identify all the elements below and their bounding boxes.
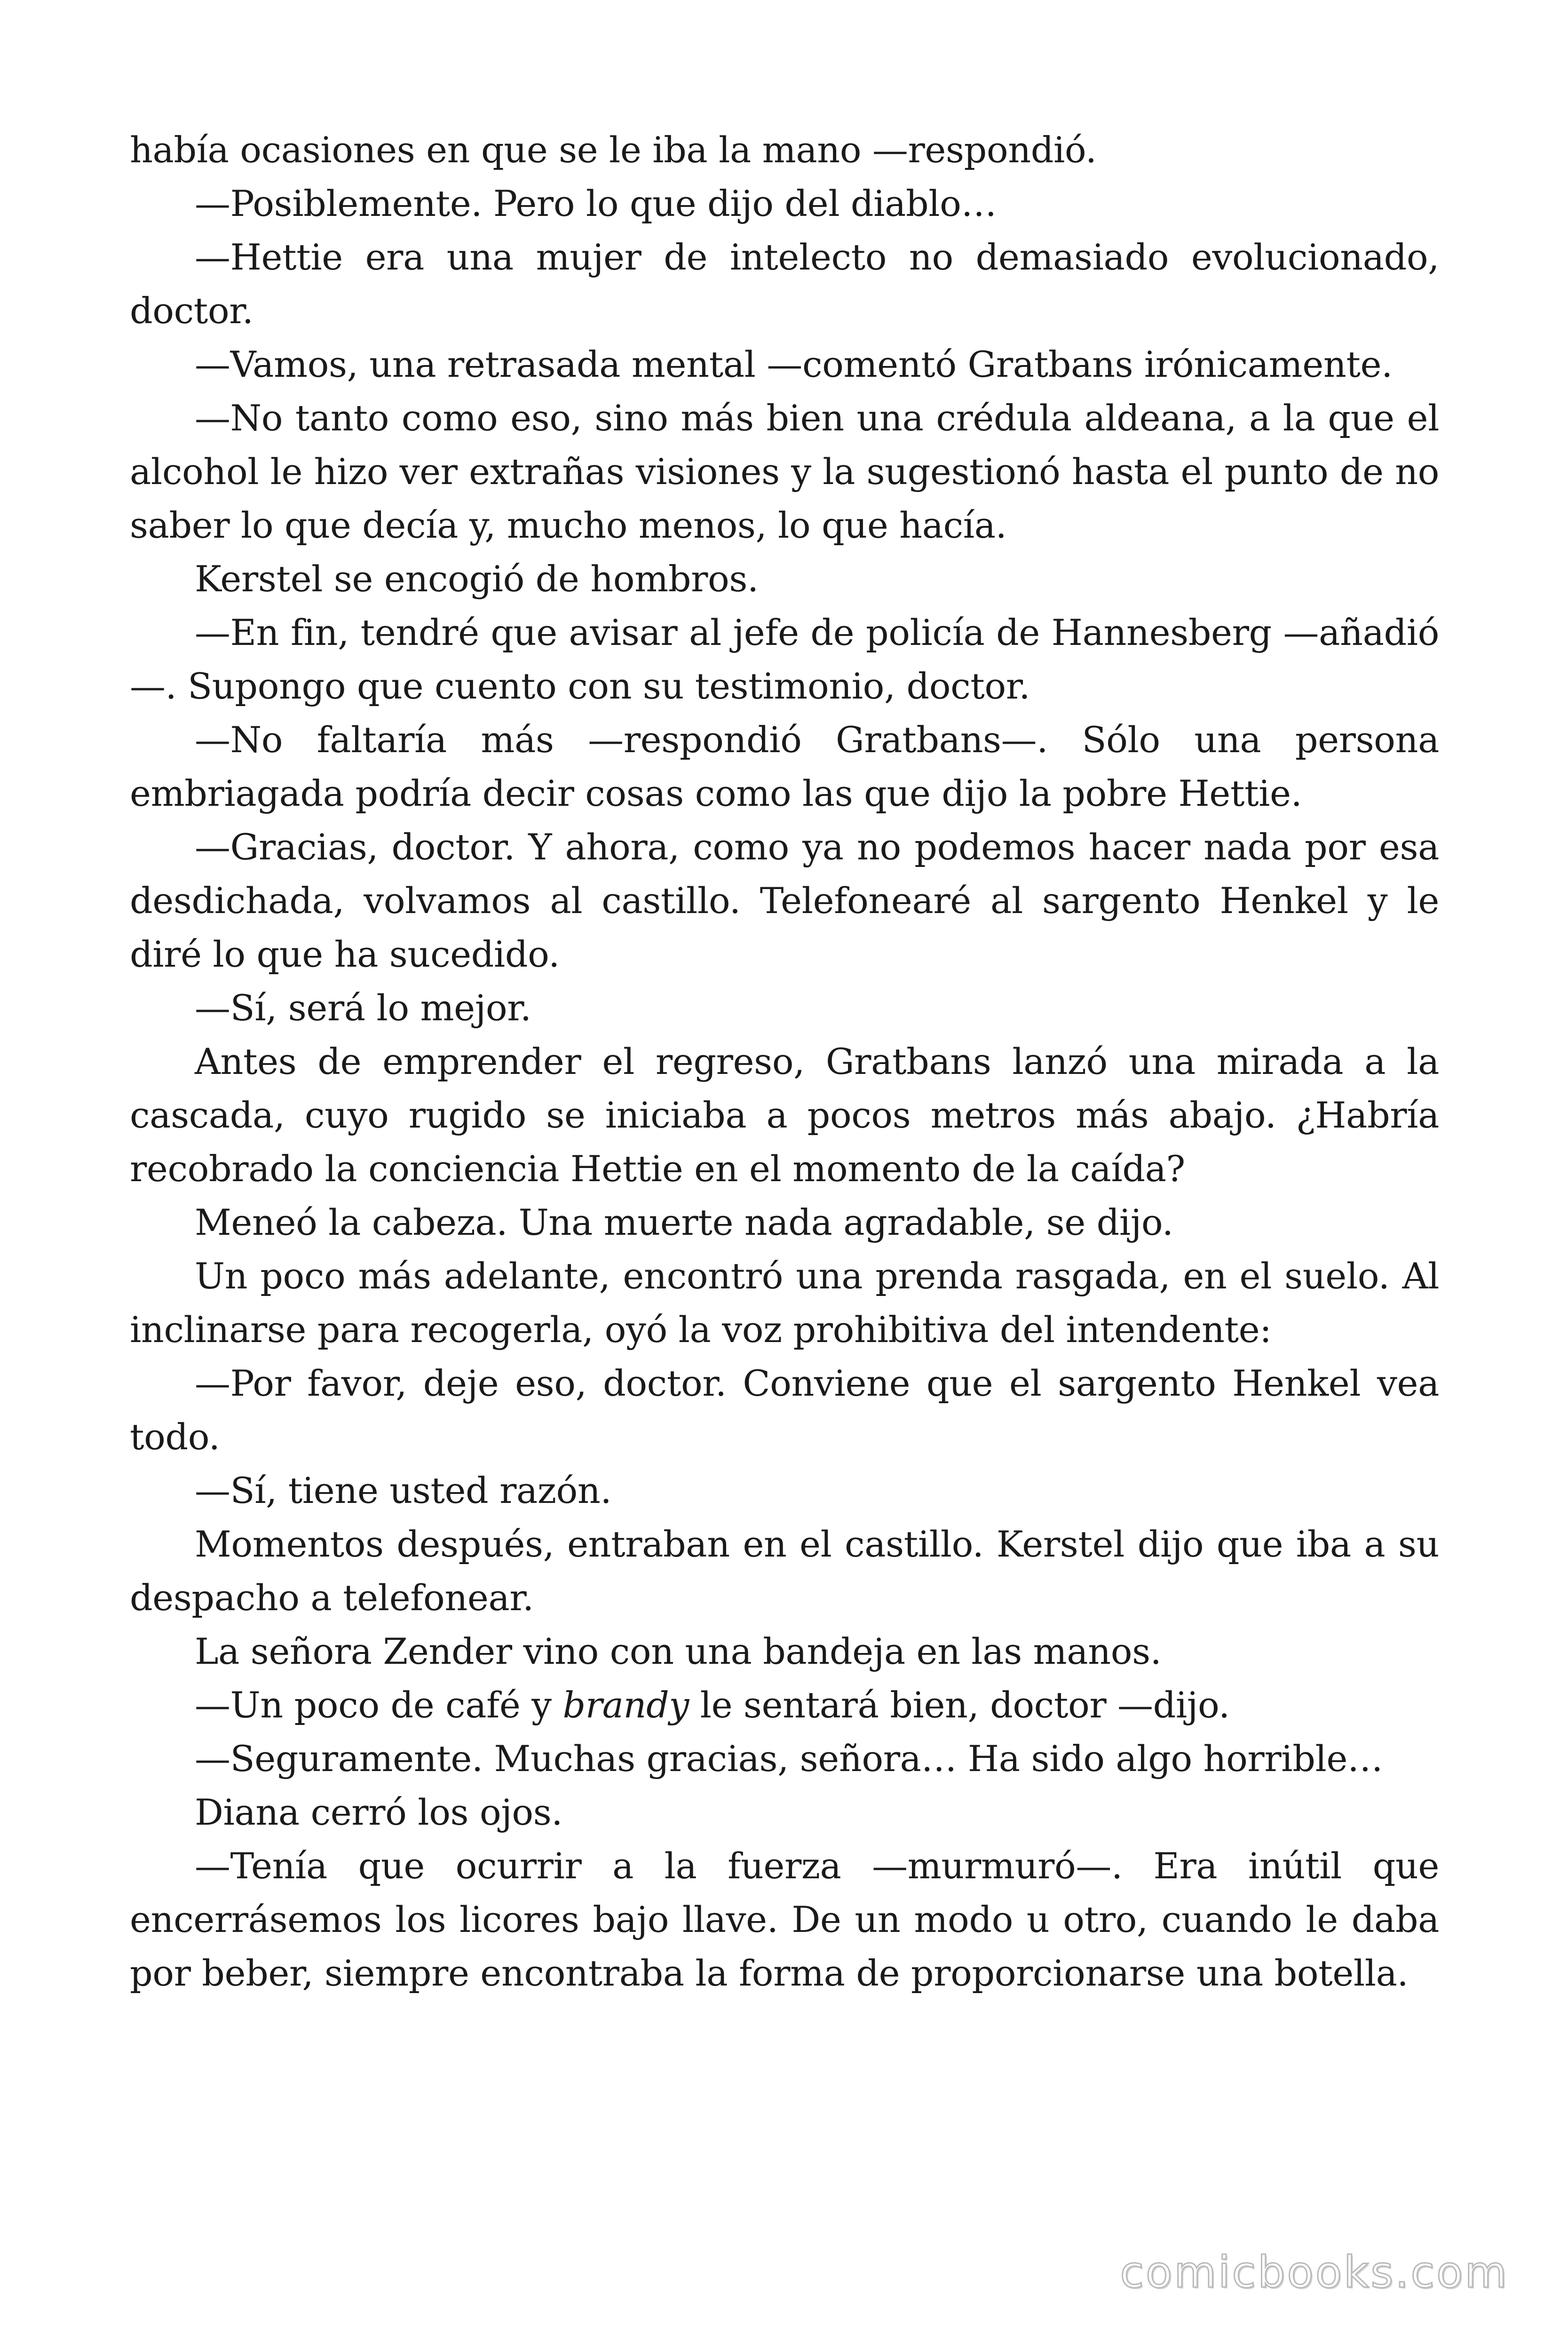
paragraph: Un poco más adelante, encontró una prenda rasgada, en el suelo. Al inclinarse para recogerla, oyó la voz prohibitiva del intendente:: [130, 1255, 1439, 1351]
paragraph: —No tanto como eso, sino más bien una crédula aldeana, a la que el alcohol le hizo ver extrañas visiones y la sugestionó hasta el punto de no saber lo que decía y, mucho menos, lo que hacía.: [130, 397, 1439, 546]
paragraph: —Sí, tiene usted razón.: [195, 1470, 612, 1511]
brandy-italic: brandy: [562, 1684, 689, 1726]
paragraph: Kerstel se encogió de hombros.: [195, 558, 759, 600]
book-page-text: [130, 123, 1439, 2000]
paragraph-brandy: [130, 1678, 1439, 1732]
brandy-text-before: —Un poco de café y: [195, 1684, 563, 1726]
paragraph: —No faltaría más —respondió Gratbans—. Sólo una persona embriagada podría decir cosas como las que dijo la pobre Hettie.: [130, 719, 1439, 814]
paragraph: —Por favor, deje eso, doctor. Conviene que el sargento Henkel vea todo.: [130, 1362, 1439, 1458]
paragraph: —Hettie era una mujer de intelecto no demasiado evolucionado, doctor.: [130, 236, 1439, 332]
paragraph: —Gracias, doctor. Y ahora, como ya no podemos hacer nada por esa desdichada, volvamos al castillo. Telefonearé al sargento Henkel y le diré lo que ha sucedido.: [130, 826, 1439, 975]
watermark: comicbooks.com: [1120, 2247, 1509, 2297]
paragraph: Momentos después, entraban en el castillo. Kerstel dijo que iba a su despacho a telefonear.: [130, 1523, 1439, 1619]
paragraph: Antes de emprender el regreso, Gratbans lanzó una mirada a la cascada, cuyo rugido se iniciaba a pocos metros más abajo. ¿Habría recobrado la conciencia Hettie en el momento de la caída?: [130, 1041, 1439, 1190]
paragraph: —Posiblemente. Pero lo que dijo del diablo…: [195, 183, 997, 224]
paragraph: —En fin, tendré que avisar al jefe de policía de Hannesberg —añadió—. Supongo que cuento con su testimonio, doctor.: [130, 612, 1439, 707]
paragraph: —Vamos, una retrasada mental —comentó Gratbans irónicamente.: [195, 343, 1393, 385]
paragraph: —Tenía que ocurrir a la fuerza —murmuró—. Era inútil que encerrásemos los licores bajo llave. De un modo u otro, cuando le daba por beber, siempre encontraba la forma de proporcionarse una botella.: [130, 1845, 1439, 1994]
paragraph: La señora Zender vino con una bandeja en las manos.: [195, 1630, 1162, 1672]
paragraph: —Seguramente. Muchas gracias, señora… Ha sido algo horrible…: [195, 1738, 1383, 1780]
brandy-text-after: le sentará bien, doctor —dijo.: [689, 1684, 1230, 1726]
paragraph: Diana cerró los ojos.: [195, 1791, 563, 1833]
paragraph: Meneó la cabeza. Una muerte nada agradable, se dijo.: [195, 1201, 1173, 1243]
paragraph: había ocasiones en que se le iba la mano —respondió.: [130, 129, 1097, 171]
paragraph: —Sí, será lo mejor.: [195, 987, 531, 1029]
